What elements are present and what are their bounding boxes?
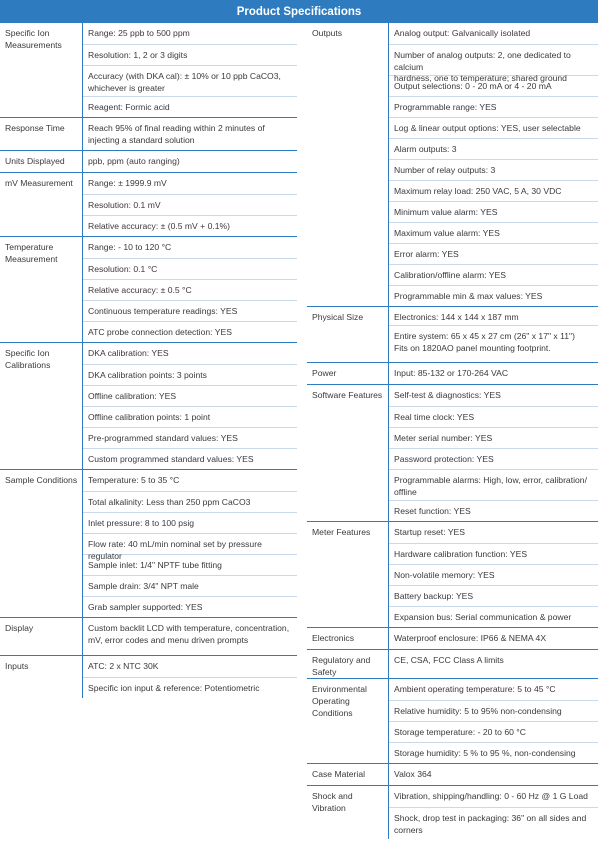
spec-values bbox=[82, 470, 297, 617]
spec-category-label: Physical Size bbox=[312, 312, 364, 322]
spec-values bbox=[82, 151, 297, 172]
spec-value-row: Reagent: Formic acid bbox=[83, 96, 297, 117]
spec-value-row: Temperature: 5 to 35 °C bbox=[88, 475, 180, 485]
spec-values bbox=[82, 656, 297, 698]
spec-value-row: Pre-programmed standard values: YES bbox=[83, 427, 297, 448]
spec-column-right bbox=[307, 23, 598, 839]
spec-value-row: Electronics: 144 x 144 x 187 mm bbox=[394, 312, 519, 322]
spec-value-row: Offline calibration points: 1 point bbox=[83, 406, 297, 427]
spec-group-case-material bbox=[307, 764, 598, 786]
spec-value-row: Maximum value alarm: YES bbox=[389, 222, 598, 243]
spec-values bbox=[388, 628, 598, 649]
spec-values bbox=[82, 237, 297, 342]
spec-group-physical-size bbox=[307, 307, 598, 363]
spec-value-row: Range: ± 1999.9 mV bbox=[88, 178, 167, 188]
spec-value-row: Range: - 10 to 120 °C bbox=[88, 242, 172, 252]
spec-value-row: Specific ion input & reference: Potentiometric bbox=[83, 677, 297, 698]
spec-value-row: Waterproof enclosure: IP66 & NEMA 4X bbox=[394, 633, 547, 643]
spec-value-row: Custom backlit LCD with temperature, concentration, mV, error codes and menu driven prompts bbox=[88, 623, 290, 645]
spec-values bbox=[82, 23, 297, 117]
spec-value-row: Analog output: Galvanically isolated bbox=[394, 28, 531, 38]
spec-category-label: Display bbox=[5, 623, 34, 633]
spec-value-row: Startup reset: YES bbox=[394, 527, 466, 537]
spec-value-row: Relative humidity: 5 to 95% non-condensing bbox=[389, 700, 598, 721]
spec-values bbox=[388, 307, 598, 362]
spec-value-row: Error alarm: YES bbox=[389, 243, 598, 264]
spec-group-specific-ion-calibrations bbox=[0, 343, 297, 470]
spec-value-row: Log & linear output options: YES, user selectable bbox=[389, 117, 598, 138]
spec-value-row: DKA calibration: YES bbox=[88, 348, 169, 358]
spec-category-label: Specific Ion Measurements bbox=[5, 28, 62, 50]
spec-category-label: Electronics bbox=[312, 633, 355, 643]
spec-value-row: Expansion bus: Serial communication & power bbox=[389, 606, 598, 627]
spec-value-row: Entire system: 65 x 45 x 27 cm (26" x 17" x 11") Fits on 1820AO panel mounting footprint. bbox=[389, 325, 598, 362]
spec-category-label: Response Time bbox=[5, 123, 65, 133]
spec-value-row: Flow rate: 40 mL/min nominal set by pressure regulator bbox=[83, 533, 297, 554]
spec-value-row: Non-volatile memory: YES bbox=[389, 564, 598, 585]
spec-group-response-time bbox=[0, 118, 297, 151]
spec-value-row: CE, CSA, FCC Class A limits bbox=[394, 655, 504, 665]
spec-value-row: Valox 364 bbox=[394, 769, 432, 779]
spec-value-row: DKA calibration points: 3 points bbox=[83, 364, 297, 385]
spec-value-row: Minimum value alarm: YES bbox=[389, 201, 598, 222]
spec-value-row: Storage temperature: - 20 to 60 °C bbox=[389, 721, 598, 742]
spec-value-row: Continuous temperature readings: YES bbox=[83, 300, 297, 321]
spec-category-label: Environmental Operating Conditions bbox=[312, 684, 367, 718]
spec-group-temperature-measurement bbox=[0, 237, 297, 343]
spec-value-row: Programmable alarms: High, low, error, calibration/ offline bbox=[389, 469, 598, 500]
spec-value-row: Resolution: 1, 2 or 3 digits bbox=[83, 44, 297, 65]
spec-group-specific-ion-measurements bbox=[0, 23, 297, 118]
spec-value-row: Relative accuracy: ± 0.5 °C bbox=[83, 279, 297, 300]
spec-value-row: ATC probe connection detection: YES bbox=[83, 321, 297, 342]
spec-category-label: Temperature Measurement bbox=[5, 242, 58, 264]
spec-group-display bbox=[0, 618, 297, 656]
spec-category-label: Units Displayed bbox=[5, 156, 65, 166]
spec-category-label: Power bbox=[312, 368, 337, 378]
spec-category-label: Sample Conditions bbox=[5, 475, 78, 485]
spec-value-row: Input: 85-132 or 170-264 VAC bbox=[394, 368, 509, 378]
spec-values bbox=[82, 343, 297, 469]
spec-group-electronics bbox=[307, 628, 598, 650]
page-title: Product Specifications bbox=[0, 0, 598, 23]
spec-value-row: Meter serial number: YES bbox=[389, 427, 598, 448]
spec-values bbox=[388, 786, 598, 839]
spec-value-row: Resolution: 0.1 mV bbox=[83, 194, 297, 215]
spec-value-row: Grab sampler supported: YES bbox=[83, 596, 297, 617]
spec-value-row: Output selections: 0 - 20 mA or 4 - 20 mA bbox=[389, 75, 598, 96]
spec-value-row: Reset function: YES bbox=[389, 500, 598, 521]
spec-value-row: Ambient operating temperature: 5 to 45 °C bbox=[394, 684, 556, 694]
spec-value-row: Programmable min & max values: YES bbox=[389, 285, 598, 306]
spec-values bbox=[388, 23, 598, 306]
spec-value-row: Hardware calibration function: YES bbox=[389, 543, 598, 564]
spec-group-outputs bbox=[307, 23, 598, 307]
spec-column-left bbox=[0, 23, 297, 698]
spec-values bbox=[82, 173, 297, 236]
spec-value-row: Accuracy (with DKA cal): ± 10% or 10 ppb CaCO3, whichever is greater bbox=[83, 65, 297, 96]
spec-value-row: Offline calibration: YES bbox=[83, 385, 297, 406]
spec-value-row: Sample inlet: 1/4" NPTF tube fitting bbox=[83, 554, 297, 575]
spec-value-row: Storage humidity: 5 % to 95 %, non-condensing bbox=[389, 742, 598, 763]
spec-category-label: Case Material bbox=[312, 769, 366, 779]
spec-value-row: Relative accuracy: ± (0.5 mV + 0.1%) bbox=[83, 215, 297, 236]
spec-value-row: Alarm outputs: 3 bbox=[389, 138, 598, 159]
spec-group-sample-conditions bbox=[0, 470, 297, 618]
spec-values bbox=[388, 522, 598, 627]
spec-category-label: Outputs bbox=[312, 28, 343, 38]
spec-value-row: Real time clock: YES bbox=[389, 406, 598, 427]
spec-group-units-displayed bbox=[0, 151, 297, 173]
spec-values bbox=[82, 618, 297, 655]
spec-value-row: Resolution: 0.1 °C bbox=[83, 258, 297, 279]
spec-value-row: Self-test & diagnostics: YES bbox=[394, 390, 501, 400]
spec-value-row: Battery backup: YES bbox=[389, 585, 598, 606]
spec-values bbox=[388, 650, 598, 678]
spec-value-row: ATC: 2 x NTC 30K bbox=[88, 661, 159, 671]
spec-value-row: Reach 95% of final reading within 2 minutes of injecting a standard solution bbox=[88, 123, 265, 145]
spec-category-label: Inputs bbox=[5, 661, 29, 671]
spec-category-label: Meter Features bbox=[312, 527, 371, 537]
spec-values bbox=[82, 118, 297, 150]
spec-group-inputs bbox=[0, 656, 297, 698]
spec-group-meter-features bbox=[307, 522, 598, 628]
spec-values bbox=[388, 679, 598, 763]
spec-category-label: Software Features bbox=[312, 390, 383, 400]
spec-value-row: Number of analog outputs: 2, one dedicated to calcium hardness, one to temperature; shared ground bbox=[389, 44, 598, 75]
spec-category-label: Shock and Vibration bbox=[312, 791, 353, 813]
spec-values bbox=[388, 385, 598, 521]
spec-value-row: Password protection: YES bbox=[389, 448, 598, 469]
spec-value-row: Calibration/offline alarm: YES bbox=[389, 264, 598, 285]
spec-group-mv-measurement bbox=[0, 173, 297, 237]
spec-category-label: Regulatory and Safety bbox=[312, 655, 371, 677]
spec-value-row: Sample drain: 3/4" NPT male bbox=[83, 575, 297, 596]
spec-group-shock-and-vibration bbox=[307, 786, 598, 839]
spec-value-row: Number of relay outputs: 3 bbox=[389, 159, 598, 180]
spec-value-row: Range: 25 ppb to 500 ppm bbox=[88, 28, 190, 38]
spec-value-row: Shock, drop test in packaging: 36" on all sides and corners bbox=[389, 807, 598, 839]
spec-value-row: Inlet pressure: 8 to 100 psig bbox=[83, 512, 297, 533]
spec-values bbox=[388, 363, 598, 384]
spec-category-label: mV Measurement bbox=[5, 178, 73, 188]
spec-values bbox=[388, 764, 598, 785]
spec-group-environmental-operating-conditions bbox=[307, 679, 598, 764]
spec-value-row: Maximum relay load: 250 VAC, 5 A, 30 VDC bbox=[389, 180, 598, 201]
spec-group-software-features bbox=[307, 385, 598, 522]
spec-value-row: Programmable range: YES bbox=[389, 96, 598, 117]
spec-group-power bbox=[307, 363, 598, 385]
spec-value-row: Custom programmed standard values: YES bbox=[83, 448, 297, 469]
spec-category-label: Specific Ion Calibrations bbox=[5, 348, 51, 370]
spec-group-regulatory-and-safety bbox=[307, 650, 598, 679]
spec-value-row: Total alkalinity: Less than 250 ppm CaCO3 bbox=[83, 491, 297, 512]
spec-value-row: ppb, ppm (auto ranging) bbox=[88, 156, 180, 166]
spec-value-row: Vibration, shipping/handling: 0 - 60 Hz @ 1 G Load bbox=[394, 791, 588, 801]
